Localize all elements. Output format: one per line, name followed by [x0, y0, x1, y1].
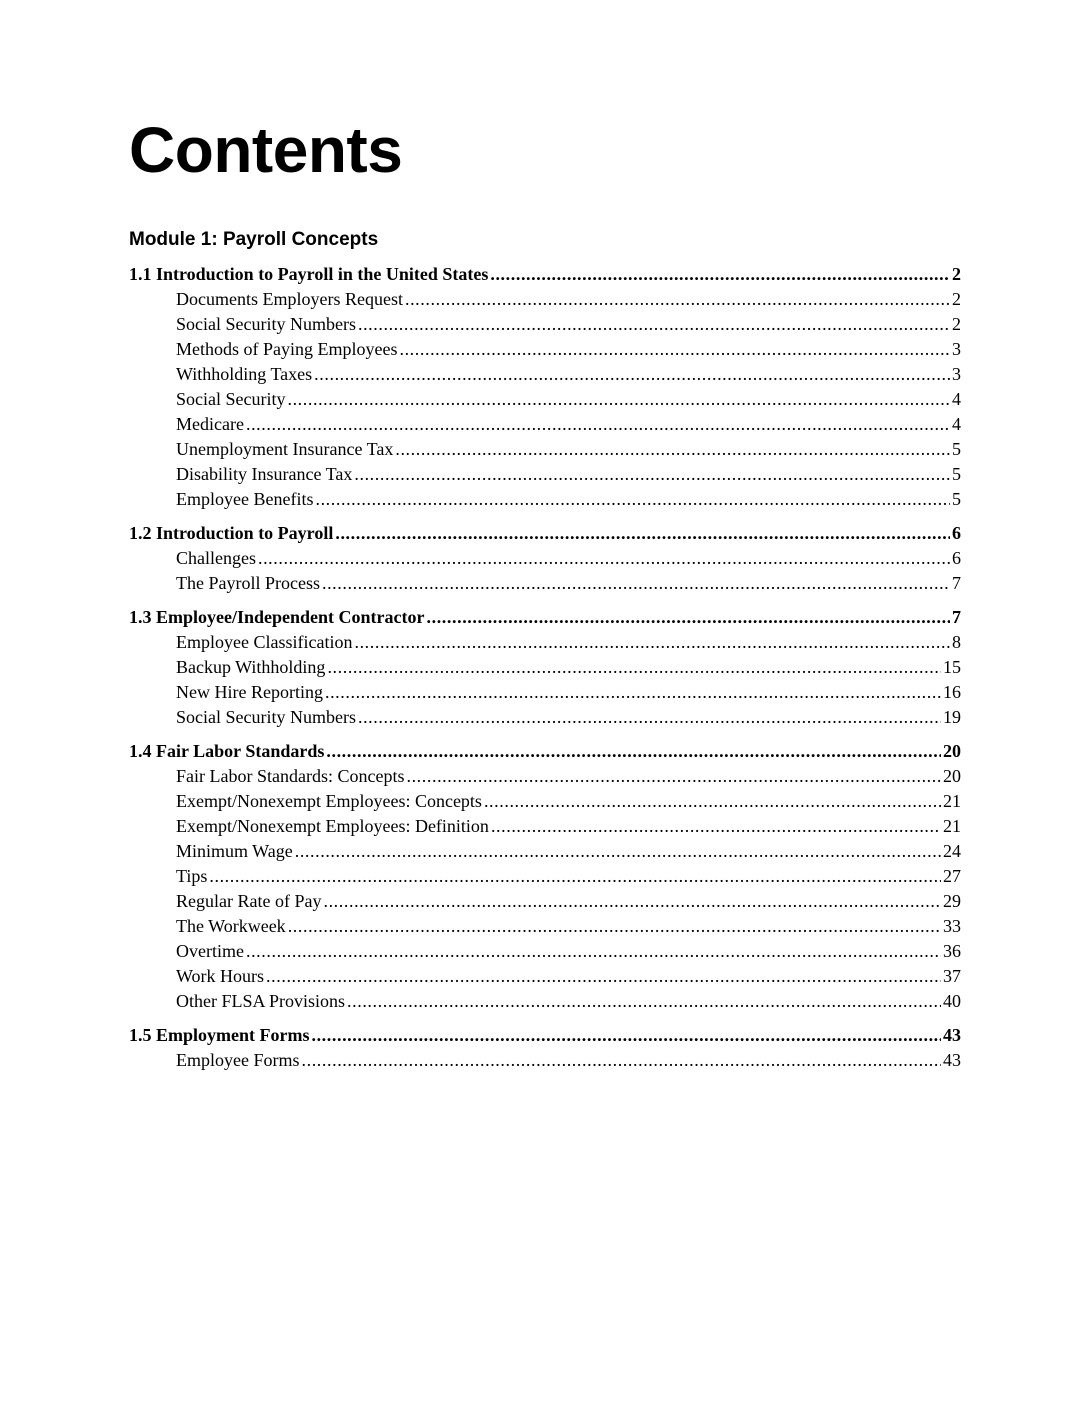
dot-leader [302, 1048, 942, 1073]
toc-entry-page-number: 4 [952, 389, 961, 409]
toc-entry-label: Employee Classification [176, 632, 353, 652]
toc-entry[interactable] [129, 630, 961, 655]
toc-entry-label: Disability Insurance Tax [176, 464, 353, 484]
toc-section [129, 261, 961, 512]
toc-entry-label: Exempt/Nonexempt Employees: Concepts [176, 791, 482, 811]
toc-entry-page-number: 5 [952, 464, 961, 484]
dot-leader [315, 487, 950, 512]
toc-entry[interactable] [129, 287, 961, 312]
dot-leader [358, 705, 941, 730]
toc-entry-label: Social Security Numbers [176, 314, 356, 334]
toc-entry[interactable] [129, 814, 961, 839]
toc-entry-page-number: 5 [952, 439, 961, 459]
toc-entry-label: Documents Employers Request [176, 289, 403, 309]
toc-entry-label: Tips [176, 866, 208, 886]
toc-entry[interactable] [129, 387, 961, 412]
toc-entry-label: Unemployment Insurance Tax [176, 439, 394, 459]
toc-entry[interactable] [129, 1048, 961, 1073]
toc-entry-page-number: 43 [943, 1050, 961, 1070]
dot-leader [246, 412, 950, 437]
toc-entry[interactable] [129, 362, 961, 387]
toc-entry-label: The Workweek [176, 916, 286, 936]
dot-leader [311, 1022, 941, 1048]
toc-entry-label: Withholding Taxes [176, 364, 313, 384]
dot-leader [327, 655, 941, 680]
dot-leader [326, 738, 941, 764]
toc-entry[interactable] [129, 412, 961, 437]
toc-entry-page-number: 3 [952, 339, 961, 359]
toc-entry-page-number: 19 [943, 707, 961, 727]
toc-entry-page-number: 37 [943, 966, 961, 986]
dot-leader [405, 287, 950, 312]
toc-heading-label: 1.5 Employment Forms [129, 1025, 310, 1045]
toc-entry-label: Methods of Paying Employees [176, 339, 398, 359]
page-title: Contents [129, 114, 403, 186]
dot-leader [427, 604, 951, 630]
dot-leader [266, 964, 941, 989]
toc-entry-page-number: 3 [952, 364, 961, 384]
dot-leader [490, 261, 950, 287]
toc-entry[interactable] [129, 705, 961, 730]
toc-entry-page-number: 7 [952, 573, 961, 593]
toc-entry[interactable] [129, 571, 961, 596]
toc-entry[interactable] [129, 914, 961, 939]
dot-leader [325, 680, 941, 705]
toc-entry[interactable] [129, 312, 961, 337]
toc-entry-page-number: 2 [952, 314, 961, 334]
dot-leader [406, 764, 941, 789]
toc-entry[interactable] [129, 839, 961, 864]
dot-leader [399, 337, 950, 362]
toc-entry-page-number: 33 [943, 916, 961, 936]
dot-leader [323, 889, 941, 914]
dot-leader [358, 312, 950, 337]
toc-section-heading[interactable] [129, 738, 961, 764]
toc-entry[interactable] [129, 764, 961, 789]
toc-entry[interactable] [129, 337, 961, 362]
toc-entry[interactable] [129, 964, 961, 989]
toc-entry[interactable] [129, 864, 961, 889]
toc-entry-label: Minimum Wage [176, 841, 293, 861]
toc-heading-page-number: 2 [952, 264, 961, 284]
toc-section [129, 1022, 961, 1073]
toc-heading-page-number: 20 [943, 741, 961, 761]
dot-leader [288, 914, 941, 939]
toc-entry[interactable] [129, 437, 961, 462]
toc-entry[interactable] [129, 680, 961, 705]
toc-entry-page-number: 4 [952, 414, 961, 434]
module-title: Module 1: Payroll Concepts [129, 229, 379, 250]
toc-heading-label: 1.1 Introduction to Payroll in the United States [129, 264, 489, 284]
toc-entry-page-number: 21 [943, 791, 961, 811]
toc-entry-label: The Payroll Process [176, 573, 320, 593]
toc-section-heading[interactable] [129, 261, 961, 287]
dot-leader [246, 939, 941, 964]
toc-entry-label: Other FLSA Provisions [176, 991, 346, 1011]
toc-entry[interactable] [129, 889, 961, 914]
toc-heading-page-number: 6 [952, 523, 961, 543]
dot-leader [322, 571, 950, 596]
toc-heading-label: 1.2 Introduction to Payroll [129, 523, 334, 543]
toc-section [129, 604, 961, 730]
toc-entry[interactable] [129, 789, 961, 814]
toc-entry-page-number: 21 [943, 816, 961, 836]
toc-entry-page-number: 20 [943, 766, 961, 786]
toc-entry[interactable] [129, 546, 961, 571]
dot-leader [335, 520, 950, 546]
dot-leader [314, 362, 950, 387]
toc-heading-label: 1.4 Fair Labor Standards [129, 741, 325, 761]
toc-entry-label: Social Security [176, 389, 286, 409]
toc-entry-label: Exempt/Nonexempt Employees: Definition [176, 816, 489, 836]
toc-entry-label: Backup Withholding [176, 657, 326, 677]
toc-entry[interactable] [129, 989, 961, 1014]
contents-page [129, 112, 961, 1081]
dot-leader [287, 387, 950, 412]
toc-entry-label: Work Hours [176, 966, 265, 986]
toc-entry-label: Employee Forms [176, 1050, 300, 1070]
toc-entry-label: Social Security Numbers [176, 707, 356, 727]
dot-leader [209, 864, 941, 889]
dot-leader [295, 839, 941, 864]
toc-section-heading[interactable] [129, 1022, 961, 1048]
toc-entry[interactable] [129, 462, 961, 487]
toc-entry-label: Overtime [176, 941, 244, 961]
toc-entry-page-number: 2 [952, 289, 961, 309]
dot-leader [258, 546, 950, 571]
toc-entry-page-number: 6 [952, 548, 961, 568]
dot-leader [354, 462, 950, 487]
toc-entry-page-number: 29 [943, 891, 961, 911]
toc-entry[interactable] [129, 487, 961, 512]
toc-heading-page-number: 7 [952, 607, 961, 627]
toc-entry-page-number: 15 [943, 657, 961, 677]
toc-entry[interactable] [129, 655, 961, 680]
toc-section [129, 520, 961, 596]
toc-entry-page-number: 24 [943, 841, 961, 861]
dot-leader [354, 630, 950, 655]
toc-entry-page-number: 8 [952, 632, 961, 652]
toc-entry-label: Challenges [176, 548, 256, 568]
toc-entry-label: New Hire Reporting [176, 682, 323, 702]
dot-leader [484, 789, 941, 814]
toc-section-heading[interactable] [129, 604, 961, 630]
toc-entry-page-number: 27 [943, 866, 961, 886]
toc-entry-label: Medicare [176, 414, 244, 434]
dot-leader [491, 814, 941, 839]
toc-entry-page-number: 40 [943, 991, 961, 1011]
toc-entry-page-number: 36 [943, 941, 961, 961]
table-of-contents [129, 261, 961, 1073]
toc-entry-label: Regular Rate of Pay [176, 891, 322, 911]
toc-entry-page-number: 5 [952, 489, 961, 509]
toc-section [129, 738, 961, 1014]
dot-leader [347, 989, 941, 1014]
toc-entry-page-number: 16 [943, 682, 961, 702]
toc-entry[interactable] [129, 939, 961, 964]
toc-section-heading[interactable] [129, 520, 961, 546]
toc-heading-page-number: 43 [943, 1025, 961, 1045]
toc-entry-label: Fair Labor Standards: Concepts [176, 766, 405, 786]
dot-leader [395, 437, 950, 462]
toc-entry-label: Employee Benefits [176, 489, 314, 509]
toc-heading-label: 1.3 Employee/Independent Contractor [129, 607, 425, 627]
